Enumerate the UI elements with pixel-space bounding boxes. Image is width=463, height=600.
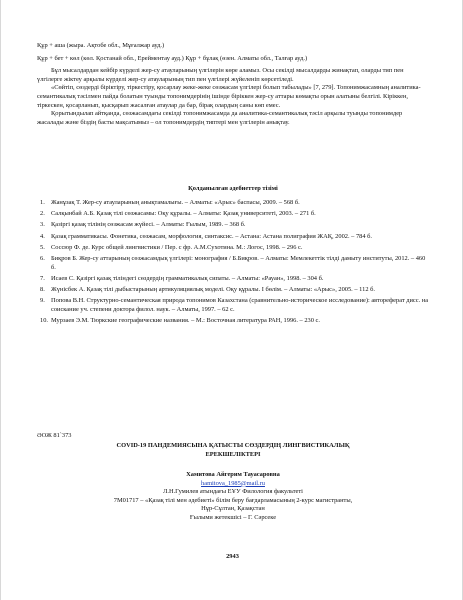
reference-item	[37, 210, 429, 219]
author-name: Хамитова Айгерим Тауасаровна	[186, 471, 280, 478]
reference-item	[37, 233, 429, 242]
author-email-wrap	[37, 480, 429, 489]
reference-text: Жүнісбек А. Қазақ тілі дыбыстарының артикуляциялық моделі. Оқу құралы. I бөлім. – Алматы: «Арыс», 2005. – 112 б.	[51, 285, 375, 293]
reference-item	[37, 244, 429, 253]
reference-text: Қазақ грамматикасы. Фонетика, сөзжасам, морфология, синтаксис. – Астана: Астана полиграфия ЖАҚ, 2002. – 784 б.	[51, 232, 372, 240]
reference-item	[37, 221, 429, 230]
reference-number: 10.	[40, 316, 48, 324]
author-block	[37, 471, 429, 523]
paragraph: Құр + аша (жыра. Ақтобе обл., Мұғалжар ауд.)	[37, 42, 165, 49]
body-text-top	[37, 42, 429, 127]
reference-text: Соссюр Ф. де. Курс общей лингвистики / Пер. с фр. А.М.Сухотина. М.: Логос, 1998. – 296 с.	[51, 243, 303, 251]
reference-item	[37, 317, 429, 326]
article-title-line: ЕРЕКШЕЛІКТЕРІ	[205, 450, 261, 458]
reference-text: Мурзаев Э.М. Тюркские географические названия. – М.: Восточная литература РАН, 1996. – 230 с.	[51, 316, 320, 324]
paragraph: Құр + бет + көл (көл. Қостанай обл., Ерейментау ауд.) Құр + бұлақ (өзен. Алматы обл., Талғар ауд.)	[37, 54, 308, 62]
reference-number: 2.	[40, 210, 45, 218]
article-title-line: COVID-19 ПАНДЕМИЯСЫНА ҚАТЫСТЫ СӨЗДЕРДІҢ ЛИНГВИСТИКАЛЫҚ	[116, 442, 350, 449]
reference-text: Биқров Б. Жер-су аттарының сөзжасамдық үлгілері: монография / Б.Биқров. – Алматы: Мемлекеттік тілді дамыту институты, 2012. – 460 б.	[51, 254, 426, 271]
reference-text: Исаев С. Қазіргі қазақ тіліндегі сөздердің грамматикалық сипаты. – Алматы: «Рауан», 1998. – 304 б.	[51, 274, 324, 282]
reference-text: Жанұзақ Т. Жер-су атауларының анықтамалығы. – Алматы: «Арыс» баспасы, 2009. – 568 б.	[51, 199, 300, 206]
reference-number: 8.	[40, 285, 45, 293]
udc-code: ӘОЖ 81`373	[37, 432, 72, 439]
reference-number: 9.	[40, 297, 45, 305]
reference-text: Попова В.Н. Структурно-семантическая природа топонимов Казахстана (сравнительно-историческое исследование): автореферат дисс. на соискание уч. степени доктора филол. наук. – Алматы, 1997. – 62 с.	[51, 297, 429, 313]
reference-item	[37, 286, 429, 295]
paragraph: «Сөйтіп, сөздерді біріктіру, тіркестіру, қосарлау жеке-жеке сөзжасам үлгілері болып табылады» [7, 279]. Топонимжасамның аналитика-семантикалық тәсілмен пайда болатын туынды топонимдерінің ішінде біріккен жер-су аттары көмақты орын алатыны белгілі. Кіріккен, тіркескен, қосарланып, қысқарып жасалған атаулар да бар, бірақ олардың саны көп емес.	[37, 84, 421, 109]
affiliation-line: Л.Н.Гумилев атындағы ЕҰУ Филология факультеті	[163, 488, 303, 496]
affiliation-line: 7М01717 – «Қазақ тілі мен әдебиеті» білім беру бағдарламасының 2-курс магистранты,	[113, 496, 353, 504]
reference-item	[37, 275, 429, 284]
reference-number: 1.	[40, 199, 45, 206]
reference-number: 5.	[40, 243, 45, 251]
page-number: 2943	[226, 553, 239, 560]
references-heading: Қолданылған әдебиеттер тізімі	[188, 185, 278, 192]
reference-number: 7.	[40, 274, 45, 282]
article-title	[37, 442, 429, 459]
author-email-link[interactable]: hamitova_1985@mail.ru	[201, 479, 265, 487]
reference-text: Салқынбай А.Б. Қазақ тілі сөзжасамы: Оқу құралы. – Алматы: Қазақ университеті, 2003. – 271 б.	[51, 210, 316, 218]
reference-item	[37, 199, 429, 208]
affiliation-line: Нұр-Сұлтан, Қазақстан	[201, 505, 265, 513]
paragraph: Қорытындылап айтқанда, сөзжасамдағы секілді топонимжасамда да аналитика-семантикалық тәсіл арқылы туынды топонимдер жасалады және біздің басты мақсатымыз – ол топонимдердің типтері мен үлгілерін анықтау.	[37, 110, 403, 126]
reference-text: Қазіргі қазақ тілінің сөзжасам жүйесі. – Алматы: Ғылым, 1989. – 368 б.	[51, 221, 246, 229]
reference-number: 3.	[40, 221, 45, 229]
reference-number: 6.	[40, 254, 45, 262]
reference-item	[37, 255, 429, 272]
affiliation-line: Ғылыми жетекшісі – Г. Сәрсеке	[189, 513, 277, 521]
reference-number: 4.	[40, 232, 45, 240]
paragraph: Бұл мысалдардан кейбір күрделі жер-су атауларының үлгілерін көре аламыз. Осы секілді мысалдарды жинақтап, оларды тип пен үлгілерге жіктеу арқылы күрделі жер-су атауларының тип пен үлгілері жүйеленіп көрсетіледі.	[37, 67, 404, 83]
reference-item	[37, 297, 429, 314]
references-list	[37, 199, 429, 328]
